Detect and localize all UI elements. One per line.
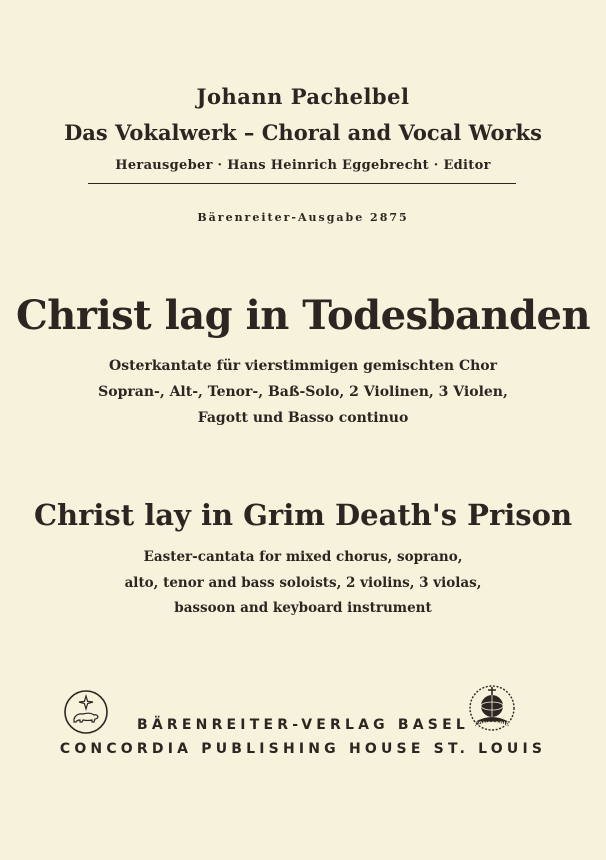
header-divider — [88, 183, 516, 184]
german-subtitle-line: Osterkantate für vierstimmigen gemischten Chor — [109, 358, 497, 374]
series-title: Das Vokalwerk – Choral and Vocal Works — [64, 120, 542, 145]
english-title: Christ lay in Grim Death's Prison — [33, 498, 573, 532]
english-subtitle-line: bassoon and keyboard instrument — [174, 600, 432, 616]
german-title: Christ lag in Todesbanden — [15, 292, 591, 339]
publisher-line-basel: BÄRENREITER-VERLAG BASEL — [137, 717, 469, 733]
german-subtitle-line: Fagott und Basso continuo — [197, 410, 409, 426]
publisher-line-concordia: CONCORDIA PUBLISHING HOUSE ST. LOUIS — [59, 741, 547, 757]
concordia-logo-text: CONCORDIA — [474, 721, 510, 728]
english-subtitle-line: Easter-cantata for mixed chorus, soprano, — [143, 549, 463, 565]
composer-name: Johann Pachelbel — [196, 84, 410, 109]
english-subtitle-line: alto, tenor and bass soloists, 2 violins, 3 violas, — [124, 575, 482, 591]
edition-number: Bärenreiter-Ausgabe 2875 — [197, 211, 409, 224]
editor-line: Herausgeber · Hans Heinrich Eggebrecht · Editor — [115, 158, 491, 173]
german-subtitle-line: Sopran-, Alt-, Tenor-, Baß-Solo, 2 Violinen, 3 Violen, — [98, 384, 508, 400]
